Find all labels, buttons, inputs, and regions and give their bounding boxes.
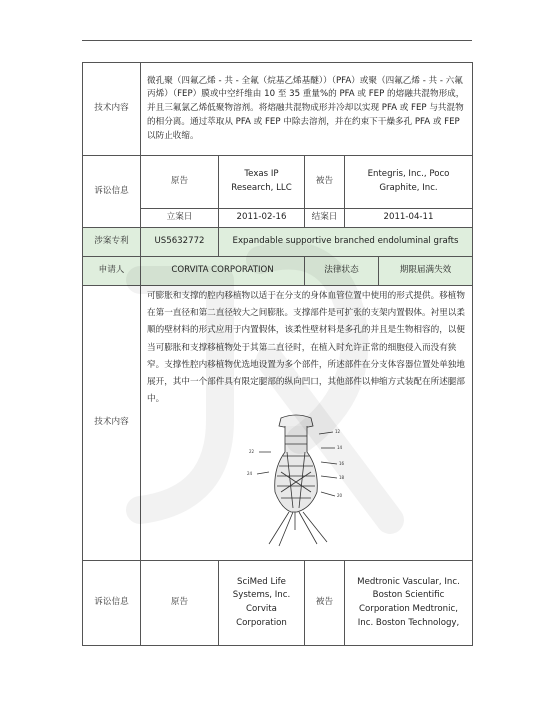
case1-filed-label: 立案日 [141,209,219,228]
case1-defendant: Entegris, Inc., Poco Graphite, Inc. [345,156,473,209]
case1-closed-label: 结案日 [305,209,345,228]
case1-defendant-label: 被告 [305,156,345,209]
case2-applicant-row [83,257,473,286]
bifurcated-graft-drawing [241,412,351,548]
case2-tech-cell [141,286,473,561]
case1-plaintiff: Texas IP Research, LLC [219,156,305,209]
svg-text:14: 14 [337,445,343,451]
patent-litigation-table [82,62,473,646]
case2-applicant: CORVITA CORPORATION [141,257,305,286]
case2-litigation-label: 诉讼信息 [83,561,141,646]
case2-defendant: Medtronic Vascular, Inc. Boston Scientific Corporation Medtronic, Inc. Boston Technology, [345,561,473,646]
case2-applicant-label: 申请人 [83,257,141,286]
case2-patent-row [83,228,473,257]
svg-text:18: 18 [339,475,345,481]
svg-text:20: 20 [337,493,343,499]
svg-text:16: 16 [339,461,345,467]
case1-tech-row [83,63,473,156]
case2-plaintiff: SciMed Life Systems, Inc. Corvita Corporation [219,561,305,646]
svg-text:12: 12 [335,429,341,435]
case2-patent-label: 涉案专利 [83,228,141,257]
case2-litigation-row [83,561,473,646]
case2-status: 期限届满失效 [379,257,473,286]
case1-plaintiff-label: 原告 [141,156,219,209]
case1-closed-date: 2011-04-11 [345,209,473,228]
case1-tech-label: 技术内容 [83,63,141,156]
header-rule [82,40,472,41]
case1-tech-text: 微孔聚（四氟乙烯 - 共 - 全氟（烷基乙烯基醚））（PFA）或聚（四氟乙烯 - 共 - 六氟丙烯）（FEP）膜或中空纤维由 10 至 35 重量%的 PFA 或 FEP 的熔融共混物形成，并且三氟氯乙烯低聚物溶剂。将熔融共混物成形并冷却以实现 PFA 或 FEP 与共混物的相分离。通过萃取从 PFA 或 FEP 中除去溶剂，并在约束下干燥多孔 PFA 或 FEP 以防止收缩。 [141,63,473,156]
case1-dates-row [83,209,473,228]
case2-tech-text: 可膨胀和支撑的腔内移植物以适于在分支的身体血管位置中使用的形式提供。移植物在第一直径和第二直径较大之间膨胀。支撑部件是可扩张的支架内置假体。衬里以柔顺的壁材料的形式应用于内置假体，该柔性壁材料是多孔的并且是生物相容的，以便当可膨胀和支撑移植物处于其第二直径时，在植入时允许正常的细胞侵入而没有狭窄。支撑性腔内移植物优选地设置为多个部件，所述部件在分支体容器位置处单独地展开，其中一个部件具有限定腿部的纵向凹口，其他部件以伸缩方式装配在所述腿部中。 [147,291,465,405]
case1-filed-date: 2011-02-16 [219,209,305,228]
svg-text:22: 22 [249,449,255,455]
case2-patent-title: Expandable supportive branched endoluminal grafts [219,228,473,257]
case2-status-label: 法律状态 [305,257,379,286]
case2-plaintiff-label: 原告 [141,561,219,646]
svg-text:24: 24 [247,471,253,477]
case2-defendant-label: 被告 [305,561,345,646]
case2-tech-label: 技术内容 [83,286,141,561]
case2-patent-number: US5632772 [141,228,219,257]
patent-figure [141,410,472,550]
case1-litigation-row [83,156,473,209]
case1-litigation-label: 诉讼信息 [83,156,141,228]
case2-tech-row [83,286,473,561]
